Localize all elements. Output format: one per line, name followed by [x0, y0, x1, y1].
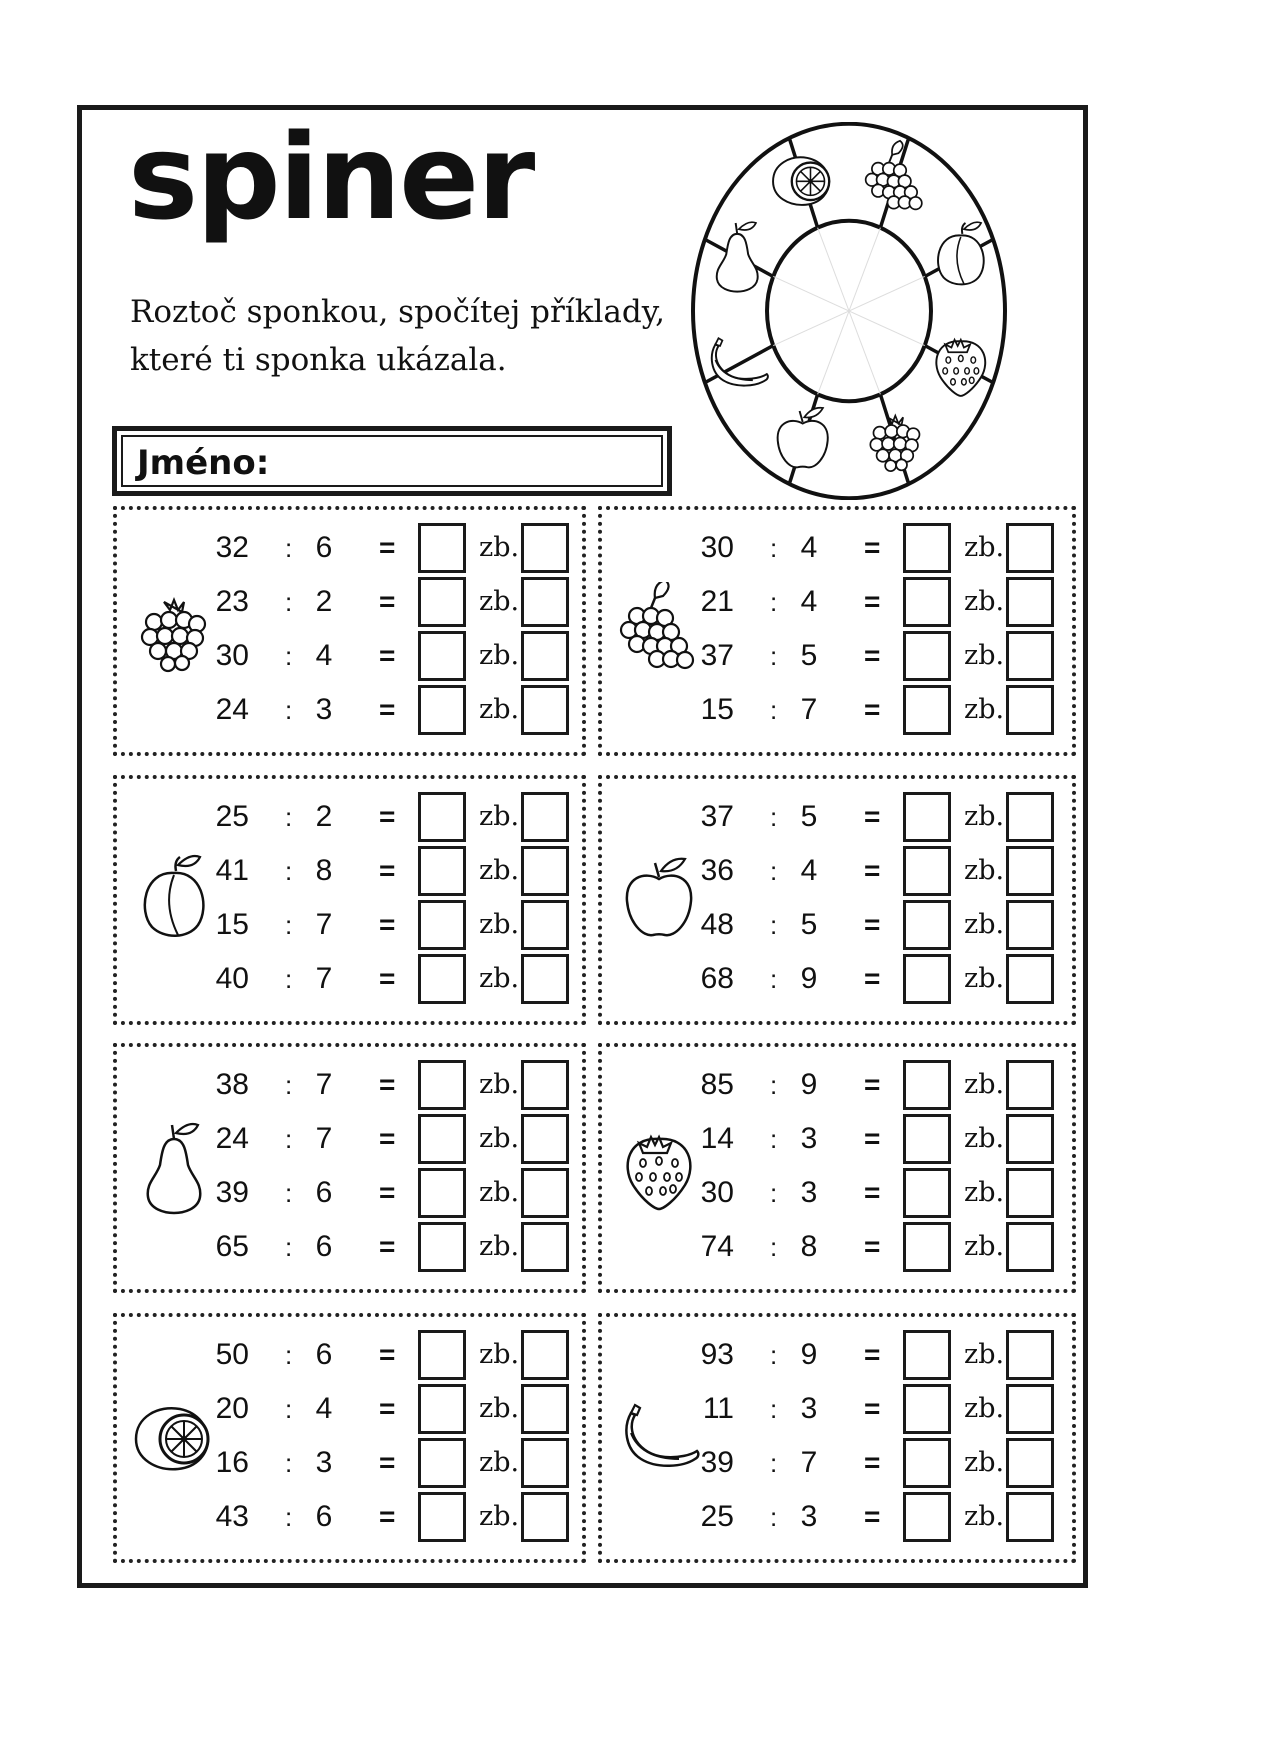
divisor: 6 [315, 1338, 333, 1371]
quotient-answer-box[interactable] [903, 577, 951, 627]
remainder-answer-box[interactable] [521, 685, 569, 735]
remainder-answer-box[interactable] [521, 846, 569, 896]
problem-row [117, 1169, 582, 1217]
problem-row [602, 686, 1072, 734]
remainder-label: zb. [964, 1339, 1005, 1370]
divisor: 4 [315, 639, 333, 672]
division-sign: : [770, 1124, 778, 1154]
division-sign: : [285, 910, 293, 940]
remainder-label: zb. [479, 909, 520, 940]
division-sign: : [285, 964, 293, 994]
problem-row [602, 1385, 1072, 1433]
remainder-label: zb. [479, 640, 520, 671]
problem-row [117, 1439, 582, 1487]
remainder-label: zb. [964, 909, 1005, 940]
remainder-answer-box[interactable] [1006, 1222, 1054, 1272]
problem-card-banana [598, 1313, 1076, 1563]
divisor: 7 [315, 962, 333, 995]
dividend: 39 [700, 1446, 734, 1479]
remainder-label: zb. [479, 586, 520, 617]
divisor: 7 [315, 1068, 333, 1101]
remainder-label: zb. [479, 1069, 520, 1100]
quotient-answer-box[interactable] [903, 846, 951, 896]
problem-card-plum [113, 775, 586, 1025]
divisor: 4 [315, 1392, 333, 1425]
dividend: 43 [215, 1500, 249, 1533]
dividend: 85 [700, 1068, 734, 1101]
equals-sign: = [379, 1123, 396, 1154]
division-sign: : [770, 910, 778, 940]
instruction-line-1: Roztoč sponkou, spočítej příklady, [130, 294, 665, 330]
equals-sign: = [379, 1069, 396, 1100]
quotient-answer-box[interactable] [418, 523, 466, 573]
problem-row [602, 1331, 1072, 1379]
problem-row [117, 1223, 582, 1271]
quotient-answer-box[interactable] [418, 685, 466, 735]
problem-row [117, 1115, 582, 1163]
remainder-label: zb. [479, 694, 520, 725]
equals-sign: = [379, 801, 396, 832]
divisor: 6 [315, 531, 333, 564]
quotient-answer-box[interactable] [903, 1114, 951, 1164]
remainder-label: zb. [964, 1177, 1005, 1208]
division-sign: : [770, 964, 778, 994]
equals-sign: = [864, 532, 881, 563]
division-sign: : [770, 802, 778, 832]
instruction-line-2: které ti sponka ukázala. [130, 342, 507, 378]
remainder-label: zb. [479, 1177, 520, 1208]
remainder-answer-box[interactable] [521, 1222, 569, 1272]
division-sign: : [770, 695, 778, 725]
problem-card-lemon [113, 1313, 586, 1563]
divisor: 6 [315, 1176, 333, 1209]
remainder-answer-box[interactable] [521, 631, 569, 681]
divisor: 9 [800, 962, 818, 995]
remainder-answer-box[interactable] [1006, 1330, 1054, 1380]
division-sign: : [770, 1340, 778, 1370]
equals-sign: = [379, 640, 396, 671]
equals-sign: = [379, 963, 396, 994]
remainder-answer-box[interactable] [1006, 1492, 1054, 1542]
divisor: 3 [800, 1500, 818, 1533]
dividend: 24 [215, 693, 249, 726]
remainder-answer-box[interactable] [1006, 1060, 1054, 1110]
division-sign: : [285, 641, 293, 671]
equals-sign: = [379, 1231, 396, 1262]
remainder-answer-box[interactable] [521, 1330, 569, 1380]
problem-row [602, 524, 1072, 572]
quotient-answer-box[interactable] [418, 954, 466, 1004]
divisor: 9 [800, 1068, 818, 1101]
remainder-answer-box[interactable] [1006, 1168, 1054, 1218]
quotient-answer-box[interactable] [418, 1222, 466, 1272]
divisor: 5 [800, 639, 818, 672]
remainder-label: zb. [479, 1231, 520, 1262]
divisor: 3 [315, 1446, 333, 1479]
remainder-label: zb. [964, 640, 1005, 671]
instructions [130, 288, 665, 384]
equals-sign: = [864, 640, 881, 671]
remainder-answer-box[interactable] [521, 1114, 569, 1164]
remainder-answer-box[interactable] [1006, 954, 1054, 1004]
division-sign: : [770, 1070, 778, 1100]
remainder-answer-box[interactable] [521, 900, 569, 950]
problem-card-grapes [598, 506, 1076, 756]
division-sign: : [285, 1178, 293, 1208]
problem-row [117, 793, 582, 841]
problem-row [602, 1169, 1072, 1217]
dividend: 11 [702, 1392, 734, 1425]
dividend: 30 [215, 639, 249, 672]
equals-sign: = [864, 1501, 881, 1532]
equals-sign: = [864, 1123, 881, 1154]
quotient-answer-box[interactable] [418, 1168, 466, 1218]
equals-sign: = [864, 1231, 881, 1262]
problem-row [602, 1493, 1072, 1541]
quotient-answer-box[interactable] [903, 523, 951, 573]
dividend: 41 [215, 854, 249, 887]
remainder-label: zb. [964, 1069, 1005, 1100]
problem-row [602, 847, 1072, 895]
division-sign: : [770, 1232, 778, 1262]
division-sign: : [285, 802, 293, 832]
problem-card-strawberry [598, 1043, 1076, 1293]
quotient-answer-box[interactable] [418, 1060, 466, 1110]
division-sign: : [770, 1502, 778, 1532]
equals-sign: = [379, 855, 396, 886]
dividend: 25 [215, 800, 249, 833]
quotient-answer-box[interactable] [903, 1060, 951, 1110]
divisor: 7 [800, 693, 818, 726]
quotient-answer-box[interactable] [903, 954, 951, 1004]
dividend: 40 [215, 962, 249, 995]
equals-sign: = [864, 1393, 881, 1424]
divisor: 7 [315, 1122, 333, 1155]
remainder-label: zb. [964, 855, 1005, 886]
quotient-answer-box[interactable] [418, 1114, 466, 1164]
divisor: 8 [800, 1230, 818, 1263]
quotient-answer-box[interactable] [903, 1492, 951, 1542]
divisor: 5 [800, 800, 818, 833]
quotient-answer-box[interactable] [903, 1384, 951, 1434]
equals-sign: = [379, 909, 396, 940]
name-label: Jméno: [137, 443, 270, 483]
name-field[interactable] [112, 426, 672, 496]
remainder-label: zb. [964, 1123, 1005, 1154]
remainder-answer-box[interactable] [1006, 792, 1054, 842]
division-sign: : [285, 587, 293, 617]
quotient-answer-box[interactable] [903, 1330, 951, 1380]
remainder-answer-box[interactable] [1006, 685, 1054, 735]
equals-sign: = [379, 586, 396, 617]
dividend: 32 [215, 531, 249, 564]
quotient-answer-box[interactable] [903, 631, 951, 681]
divisor: 4 [800, 531, 818, 564]
remainder-answer-box[interactable] [521, 1492, 569, 1542]
quotient-answer-box[interactable] [418, 1330, 466, 1380]
equals-sign: = [864, 586, 881, 617]
problem-row [117, 1493, 582, 1541]
quotient-answer-box[interactable] [903, 1168, 951, 1218]
division-sign: : [285, 695, 293, 725]
remainder-label: zb. [964, 586, 1005, 617]
problem-row [117, 578, 582, 626]
equals-sign: = [864, 1069, 881, 1100]
remainder-label: zb. [964, 1447, 1005, 1478]
divisor: 2 [315, 800, 333, 833]
problem-row [602, 901, 1072, 949]
quotient-answer-box[interactable] [418, 792, 466, 842]
remainder-label: zb. [479, 532, 520, 563]
lemon-icon [773, 157, 829, 205]
equals-sign: = [379, 1393, 396, 1424]
remainder-answer-box[interactable] [521, 1438, 569, 1488]
remainder-answer-box[interactable] [1006, 577, 1054, 627]
dividend: 74 [700, 1230, 734, 1263]
remainder-answer-box[interactable] [1006, 523, 1054, 573]
dividend: 16 [215, 1446, 249, 1479]
divisor: 2 [315, 585, 333, 618]
problem-row [602, 578, 1072, 626]
dividend: 30 [700, 1176, 734, 1209]
remainder-answer-box[interactable] [521, 1384, 569, 1434]
division-sign: : [770, 1448, 778, 1478]
remainder-answer-box[interactable] [521, 954, 569, 1004]
problem-row [117, 955, 582, 1003]
problem-row [602, 1115, 1072, 1163]
division-sign: : [285, 1502, 293, 1532]
quotient-answer-box[interactable] [903, 685, 951, 735]
divisor: 7 [800, 1446, 818, 1479]
remainder-label: zb. [479, 801, 520, 832]
division-sign: : [770, 856, 778, 886]
remainder-label: zb. [479, 1501, 520, 1532]
dividend: 37 [700, 639, 734, 672]
dividend: 14 [700, 1122, 734, 1155]
division-sign: : [285, 533, 293, 563]
division-sign: : [285, 1070, 293, 1100]
remainder-label: zb. [964, 1231, 1005, 1262]
problem-card-pear [113, 1043, 586, 1293]
dividend: 38 [215, 1068, 249, 1101]
remainder-answer-box[interactable] [1006, 846, 1054, 896]
remainder-answer-box[interactable] [521, 1060, 569, 1110]
remainder-answer-box[interactable] [1006, 900, 1054, 950]
dividend: 25 [700, 1500, 734, 1533]
equals-sign: = [864, 694, 881, 725]
division-sign: : [770, 641, 778, 671]
remainder-answer-box[interactable] [1006, 1384, 1054, 1434]
quotient-answer-box[interactable] [903, 1222, 951, 1272]
equals-sign: = [379, 1501, 396, 1532]
quotient-answer-box[interactable] [903, 792, 951, 842]
quotient-answer-box[interactable] [418, 1438, 466, 1488]
divisor: 3 [800, 1176, 818, 1209]
remainder-label: zb. [964, 532, 1005, 563]
division-sign: : [285, 1340, 293, 1370]
remainder-label: zb. [479, 963, 520, 994]
divisor: 9 [800, 1338, 818, 1371]
quotient-answer-box[interactable] [903, 1438, 951, 1488]
quotient-answer-box[interactable] [418, 900, 466, 950]
quotient-answer-box[interactable] [903, 900, 951, 950]
problem-row [117, 632, 582, 680]
divisor: 3 [315, 693, 333, 726]
remainder-label: zb. [964, 1393, 1005, 1424]
problem-row [117, 1385, 582, 1433]
equals-sign: = [379, 1339, 396, 1370]
equals-sign: = [864, 801, 881, 832]
dividend: 37 [700, 800, 734, 833]
dividend: 23 [215, 585, 249, 618]
problem-row [117, 686, 582, 734]
equals-sign: = [864, 1447, 881, 1478]
remainder-label: zb. [964, 801, 1005, 832]
division-sign: : [770, 1178, 778, 1208]
division-sign: : [285, 1232, 293, 1262]
problem-row [602, 1061, 1072, 1109]
dividend: 48 [700, 908, 734, 941]
divisor: 3 [800, 1392, 818, 1425]
remainder-label: zb. [479, 855, 520, 886]
problem-row [602, 1223, 1072, 1271]
remainder-answer-box[interactable] [521, 523, 569, 573]
equals-sign: = [379, 1177, 396, 1208]
dividend: 15 [700, 693, 734, 726]
dividend: 15 [215, 908, 249, 941]
quotient-answer-box[interactable] [418, 846, 466, 896]
divisor: 4 [800, 854, 818, 887]
division-sign: : [770, 587, 778, 617]
quotient-answer-box[interactable] [418, 577, 466, 627]
dividend: 93 [700, 1338, 734, 1371]
division-sign: : [770, 533, 778, 563]
remainder-answer-box[interactable] [1006, 1114, 1054, 1164]
problem-row [117, 1331, 582, 1379]
equals-sign: = [379, 1447, 396, 1478]
remainder-label: zb. [964, 694, 1005, 725]
equals-sign: = [864, 1177, 881, 1208]
division-sign: : [285, 856, 293, 886]
division-sign: : [285, 1394, 293, 1424]
problem-row [117, 847, 582, 895]
remainder-answer-box[interactable] [1006, 1438, 1054, 1488]
problem-row [602, 793, 1072, 841]
remainder-answer-box[interactable] [1006, 631, 1054, 681]
equals-sign: = [379, 532, 396, 563]
dividend: 65 [215, 1230, 249, 1263]
divisor: 6 [315, 1230, 333, 1263]
dividend: 39 [215, 1176, 249, 1209]
problem-row [602, 632, 1072, 680]
divisor: 3 [800, 1122, 818, 1155]
problem-row [117, 901, 582, 949]
problem-row [117, 1061, 582, 1109]
divisor: 8 [315, 854, 333, 887]
dividend: 36 [700, 854, 734, 887]
divisor: 6 [315, 1500, 333, 1533]
remainder-label: zb. [479, 1123, 520, 1154]
remainder-answer-box[interactable] [521, 792, 569, 842]
division-sign: : [285, 1124, 293, 1154]
equals-sign: = [864, 963, 881, 994]
equals-sign: = [379, 694, 396, 725]
problem-card-raspberry [113, 506, 586, 756]
problem-row [602, 955, 1072, 1003]
quotient-answer-box[interactable] [418, 1384, 466, 1434]
page-title: spiner [128, 108, 534, 246]
divisor: 5 [800, 908, 818, 941]
problem-row [602, 1439, 1072, 1487]
dividend: 50 [215, 1338, 249, 1371]
dividend: 20 [215, 1392, 249, 1425]
equals-sign: = [864, 855, 881, 886]
division-sign: : [770, 1394, 778, 1424]
remainder-label: zb. [479, 1393, 520, 1424]
divisor: 7 [315, 908, 333, 941]
dividend: 30 [700, 531, 734, 564]
remainder-label: zb. [479, 1447, 520, 1478]
problem-row [117, 524, 582, 572]
divisor: 4 [800, 585, 818, 618]
remainder-label: zb. [964, 1501, 1005, 1532]
equals-sign: = [864, 1339, 881, 1370]
quotient-answer-box[interactable] [418, 1492, 466, 1542]
dividend: 24 [215, 1122, 249, 1155]
dividend: 21 [700, 585, 734, 618]
spinner-wheel [690, 122, 1008, 500]
division-sign: : [285, 1448, 293, 1478]
equals-sign: = [864, 909, 881, 940]
remainder-answer-box[interactable] [521, 1168, 569, 1218]
remainder-answer-box[interactable] [521, 577, 569, 627]
quotient-answer-box[interactable] [418, 631, 466, 681]
remainder-label: zb. [479, 1339, 520, 1370]
dividend: 68 [700, 962, 734, 995]
problem-card-apple [598, 775, 1076, 1025]
remainder-label: zb. [964, 963, 1005, 994]
